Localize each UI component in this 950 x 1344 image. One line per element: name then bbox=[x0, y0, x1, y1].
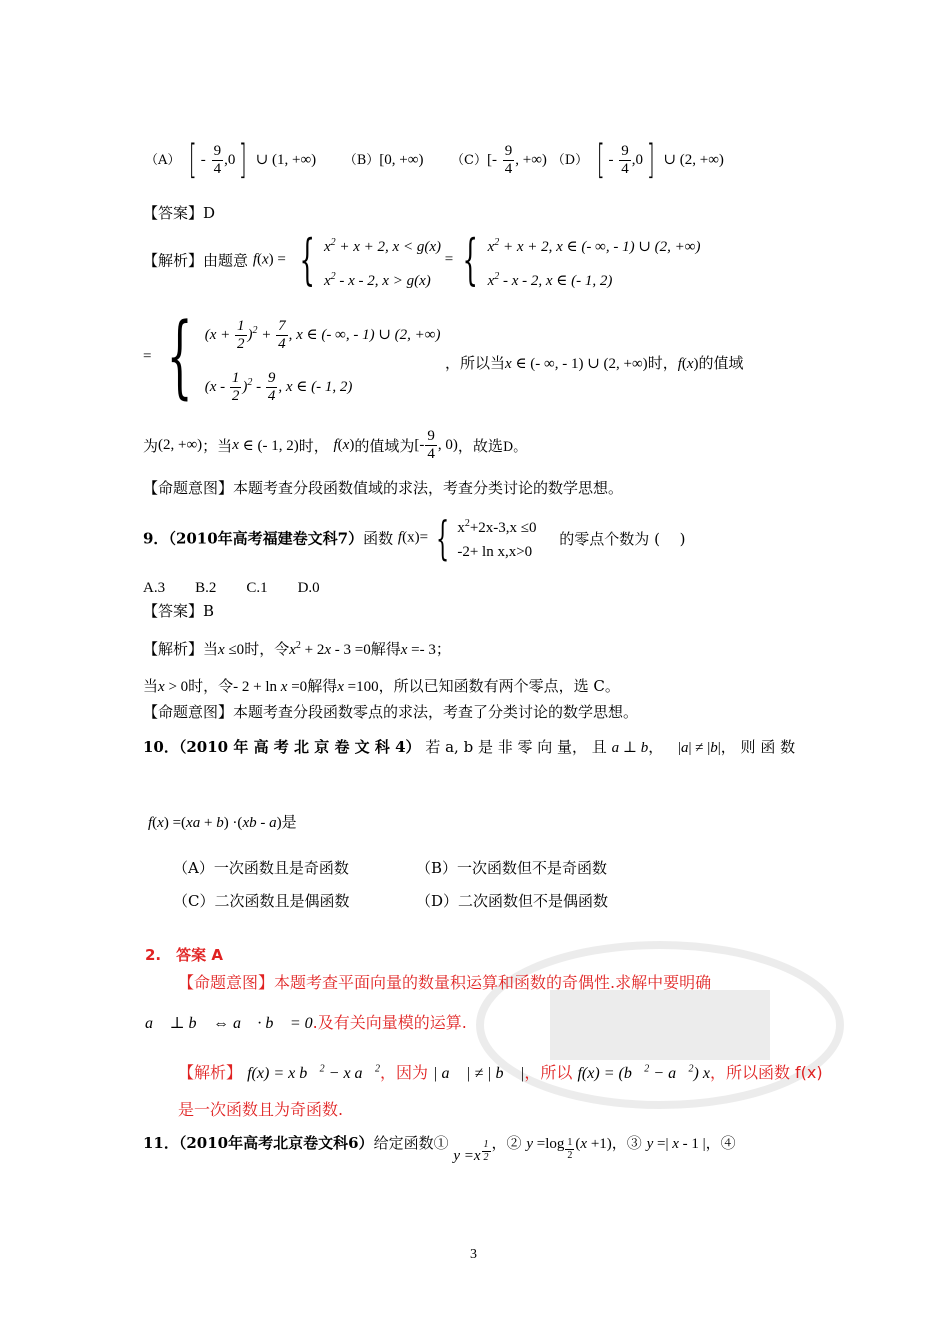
q8-analysis-line1: 【解析】由题意 f(x) = { $x^2 + x + 2$, x < g(x) $x^2$ - x - 2, x > g(x) = { $x^2 + x + 2$, x ∈ (- ∞, - 1) ∪ (2, +∞) $x^2$ - x - 2, x ∈ (- 1, 2) bbox=[143, 228, 701, 291]
q9-answer: 【答案】B bbox=[143, 602, 215, 620]
red-answer-label: 2. 答案 A bbox=[145, 946, 223, 964]
q9-jiexi-label: 【解析】 bbox=[143, 640, 204, 658]
q8-intent: 【命题意图】本题考查分段函数值域的求法，考查分类讨论的数学思想。 bbox=[143, 479, 624, 497]
q10-opt-c: （C）二次函数且是偶函数 bbox=[173, 892, 350, 910]
q8-jiexi-label: 【解析】 bbox=[143, 251, 204, 270]
q8-analysis-line2: = { (x + $\frac{1}{2}$ )$^2$ + $\frac{7}{4}$ , x ∈ (- ∞, - 1) ∪ (2, +∞) (x - $\frac{1}{2}$ )$^2$ - $\frac{9}{4}$ , x ∈ (- 1, 2) bbox=[143, 304, 441, 409]
q8-options-line: （A） [ - $\frac{9}{4}$ ,0] ∪ (1, +∞) （B）[0, +∞) （C）[- $\frac{9}{4}$ , +∞) （D） [ - $\frac{9}{4}$ ,0] ∪ (2, +∞) bbox=[145, 137, 724, 183]
page-number: 3 bbox=[470, 1247, 477, 1262]
q9-choices: A.3 B.2 C.1 D.0 bbox=[143, 580, 320, 596]
red-conclusion: 是一次函数且为奇函数. bbox=[178, 1100, 344, 1119]
q9-number: 9． bbox=[143, 529, 169, 548]
q9-stem: 9．（2010年高考福建卷文科7）函数 f(x)= { $x^2+2x-3,x \le 0$ -2+ ln x,x>0 的零点个数为 ( ) bbox=[143, 511, 686, 565]
red-intent: 【命题意图】本题考查平面向量的数量积运算和函数的奇偶性.求解中要明确 bbox=[178, 973, 712, 992]
watermark-graphic bbox=[470, 930, 850, 1120]
q9-analysis-line2: 当x > 0时，令- 2 + ln x =0解得x =100，所以已知函数有两个零点，选 C。 bbox=[143, 677, 620, 695]
red-jiexi-label: 【解析】 bbox=[178, 1063, 243, 1082]
q9-analysis-line1: 【解析】当x ≤0时，令$x^2 + 2x - 3 =0$解得x =- 3； bbox=[143, 640, 451, 658]
q10-opt-a: （A）一次函数且是奇函数 bbox=[173, 859, 349, 877]
q8-opt-b-label: （B） bbox=[343, 153, 380, 168]
q10-opt-b: （B）一次函数但不是奇函数 bbox=[416, 859, 608, 877]
q10-opt-d: （D）二次函数但不是偶函数 bbox=[416, 892, 609, 910]
q9-source: （2010年高考福建卷文科7） bbox=[168, 529, 364, 548]
q8-opt-d-label: （D） bbox=[551, 153, 589, 168]
q11-source: （2010年高考北京卷文科6） bbox=[178, 1134, 374, 1152]
q11-number: 11． bbox=[143, 1134, 179, 1152]
red-intent-line2: a⃗ ⊥ b⃗ ⇔ a⃗ · b⃗ = 0.及有关向量模的运算. bbox=[145, 1013, 467, 1032]
q8-analysis-line3: 为(2, +∞)；当x ∈ (- 1, 2)时， f(x)的值域为[- $\frac{9}{4}$ , 0)，故选D。 bbox=[143, 428, 527, 462]
q10-source: （2010 年 高 考 北 京 卷 文 科 4） bbox=[178, 738, 421, 756]
red-analysis: 【解析】 f(x) = x b⃗$^2$ − x a⃗$^2$，因为 | a⃗ | ≠ | b⃗ |，所以 f(x) = (b⃗$^2$ − a⃗$^2$) x，所以函数 f(x) bbox=[178, 1063, 823, 1082]
q10-function: f(x) =(xa + b) ·(xb - a)是 bbox=[148, 813, 297, 831]
q10-number: 10． bbox=[143, 738, 179, 756]
q10-stem: 10．（2010 年 高 考 北 京 卷 文 科 4） 若 a, b 是 非 零 向 量， 且 a ⊥ b， |a| ≠ |b|， 则 函 数 bbox=[143, 738, 796, 756]
q9-intent: 【命题意图】本题考查分段函数零点的求法，考查了分类讨论的数学思想。 bbox=[143, 703, 639, 721]
q8-analysis-line2-right: ，所以当x ∈ (- ∞, - 1) ∪ (2, +∞)时，f(x)的值域 bbox=[445, 354, 744, 372]
q8-opt-a-label: （A） bbox=[145, 153, 181, 168]
q8-opt-c-label: （C） bbox=[451, 153, 487, 168]
q11-stem: 11．（2010年高考北京卷文科6）给定函数① y =x $^{\frac{1}{2}}$ ，② y =log $_{\frac{1}{2}}$ (x +1)，③ y =| x - 1 |，④ bbox=[143, 1134, 736, 1164]
q8-answer: 【答案】D bbox=[143, 204, 216, 222]
